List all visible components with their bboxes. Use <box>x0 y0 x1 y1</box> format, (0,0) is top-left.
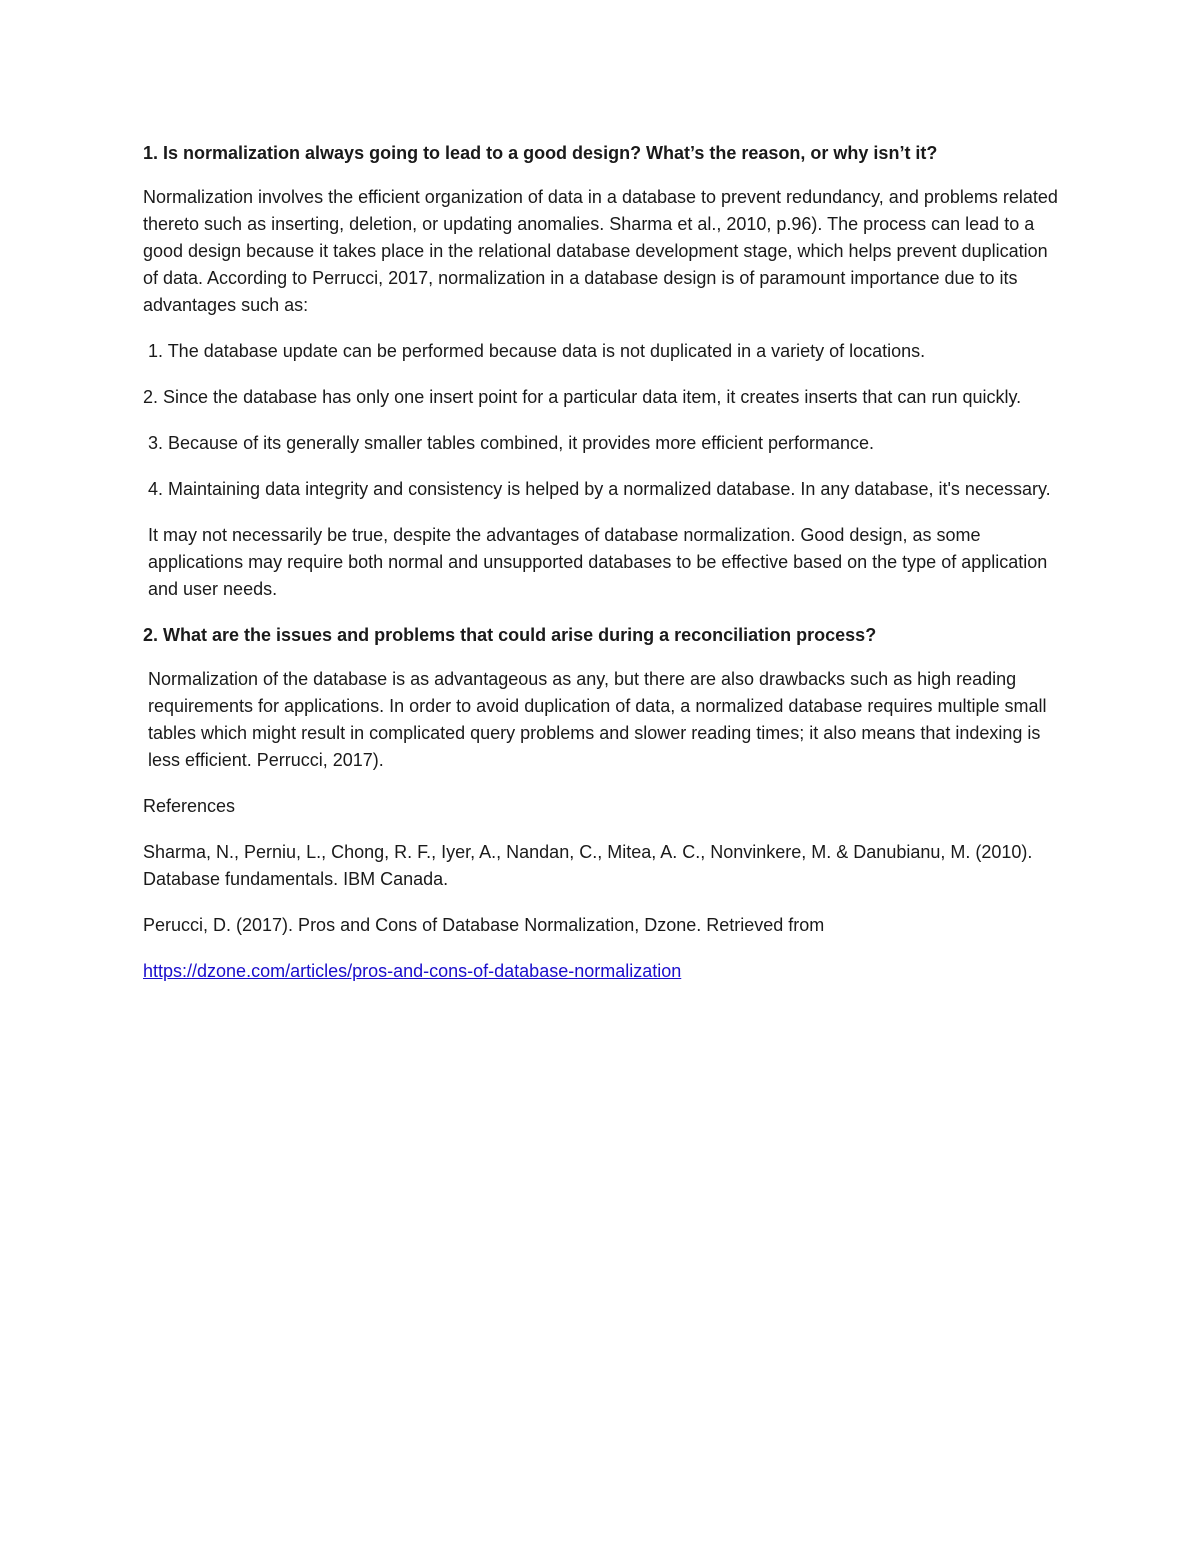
question-2-heading: 2. What are the issues and problems that could arise during a reconciliation process? <box>143 625 877 645</box>
advantage-item: 3. Because of its generally smaller tables combined, it provides more efficient performance. <box>148 433 875 453</box>
reference-item: Perucci, D. (2017). Pros and Cons of Database Normalization, Dzone. Retrieved from <box>143 915 825 935</box>
question-1-intro: Normalization involves the efficient organization of data in a database to prevent redundancy, and problems related thereto such as inserting, deletion, or updating anomalies. Sharma et al., 2010, p.96). The process can lead to a good design because it takes place in the relational database development stage, which helps prevent duplication of data. According to Perrucci, 2017, normalization in a database design is of paramount importance due to its advantages such as: <box>143 187 1058 315</box>
advantage-item: 2. Since the database has only one insert point for a particular data item, it creates inserts that can run quickly. <box>143 387 1022 407</box>
question-2-answer: Normalization of the database is as advantageous as any, but there are also drawbacks such as high reading requirements for applications. In order to avoid duplication of data, a normalized database requires multiple small tables which might result in complicated query problems and slower reading times; it also means that indexing is less efficient. Perrucci, 2017). <box>148 669 1047 770</box>
reference-link[interactable]: https://dzone.com/articles/pros-and-cons-of-database-normalization <box>143 961 682 981</box>
document-body <box>143 140 1063 1004</box>
references-title: References <box>143 796 236 816</box>
question-1-conclusion: It may not necessarily be true, despite the advantages of database normalization. Good design, as some applications may require both normal and unsupported databases to be effective based on the type of application and user needs. <box>148 525 1048 599</box>
advantage-item: 4. Maintaining data integrity and consistency is helped by a normalized database. In any database, it's necessary. <box>148 479 1051 499</box>
question-1-heading: 1. Is normalization always going to lead to a good design? What’s the reason, or why isn’t it? <box>143 143 938 163</box>
advantage-item: 1. The database update can be performed because data is not duplicated in a variety of locations. <box>148 341 926 361</box>
reference-item: Sharma, N., Perniu, L., Chong, R. F., Iyer, A., Nandan, C., Mitea, A. C., Nonvinkere, M. & Danubianu, M. (2010). Database fundamentals. IBM Canada. <box>143 842 1033 889</box>
